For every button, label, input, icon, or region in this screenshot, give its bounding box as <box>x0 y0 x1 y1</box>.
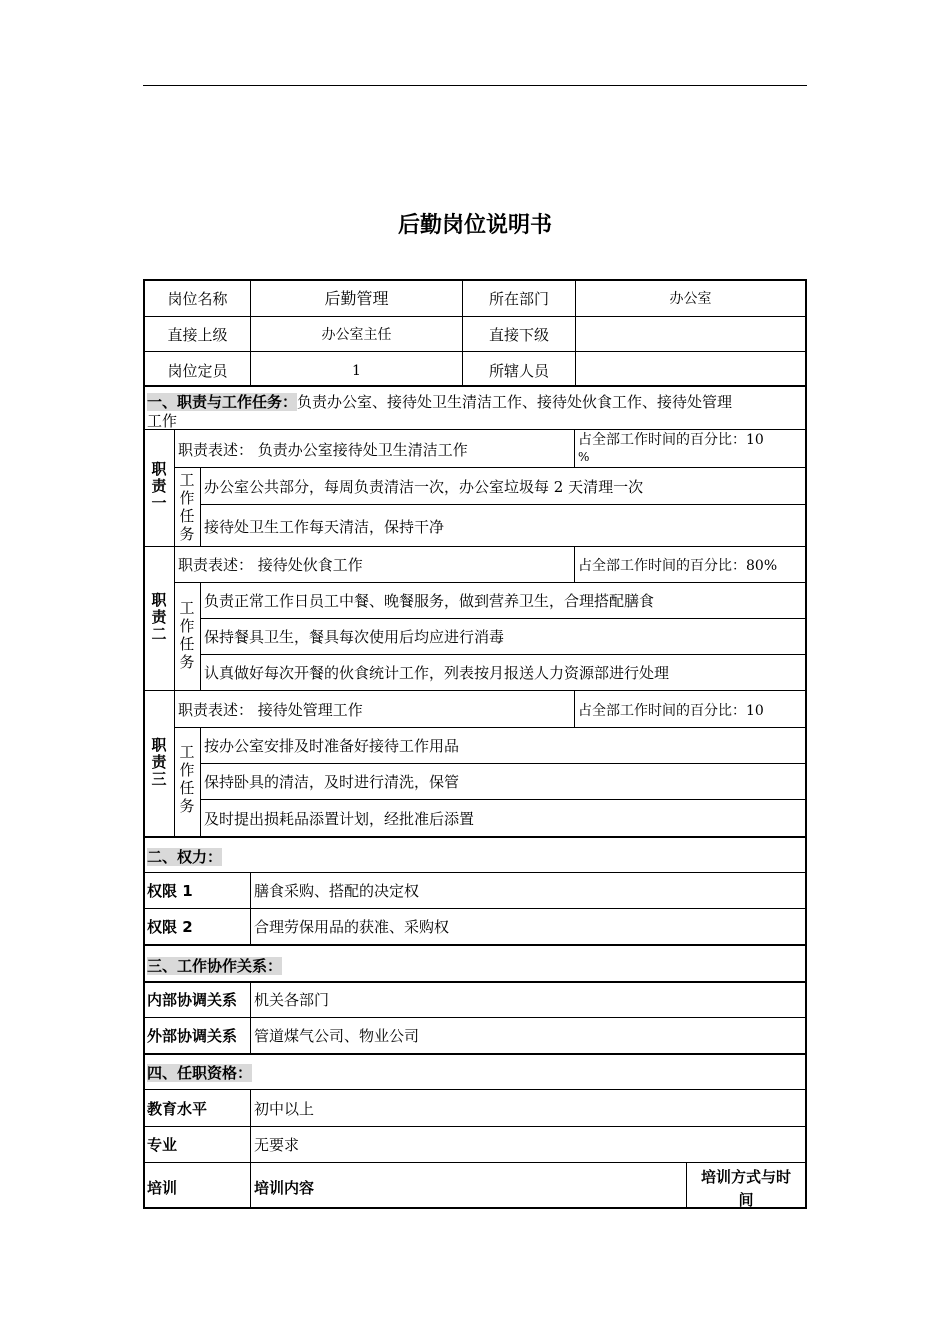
section2-heading: 二、权力： <box>147 848 223 866</box>
job-description-table <box>143 279 807 1209</box>
duty3-task-label: 工作任务 <box>179 743 195 815</box>
duty1-desc: 职责表述： 负责办公室接待处卫生清洁工作 <box>178 441 468 459</box>
duty2-task-1: 负责正常工作日员工中餐、晚餐服务，做到营养卫生，合理搭配膳食 <box>204 592 655 610</box>
duty2-desc: 职责表述： 接待处伙食工作 <box>178 556 363 574</box>
duty2-label: 职责二 <box>151 591 167 643</box>
duty1-pct-cont: % <box>578 450 590 464</box>
page-title: 后勤岗位说明书 <box>397 213 552 238</box>
duty1-task-2: 接待处卫生工作每天清洁，保持干净 <box>204 518 445 536</box>
section1-summary: 负责办公室、接待处卫生清洁工作、接待处伙食工作、接待处管理 <box>297 393 733 411</box>
duty3-label: 职责三 <box>151 736 167 788</box>
duty1-label: 职责一 <box>151 460 167 512</box>
authority2-label: 权限 2 <box>147 918 193 936</box>
major-label: 专业 <box>147 1136 178 1154</box>
external-relation-label: 外部协调关系 <box>147 1027 238 1045</box>
section4-heading-line <box>147 1063 252 1083</box>
training-method-header-cont: 间 <box>738 1191 754 1209</box>
section1-heading: 一、职责与工作任务： <box>147 393 298 411</box>
major-value: 无要求 <box>254 1136 300 1154</box>
authority1-label: 权限 1 <box>147 882 193 900</box>
duty3-task-2: 保持卧具的清洁，及时进行清洗，保管 <box>204 773 460 791</box>
section4-heading: 四、任职资格： <box>147 1064 253 1082</box>
internal-relation-value: 机关各部门 <box>254 991 330 1009</box>
duty1-task-label: 工作任务 <box>179 471 195 543</box>
external-relation-value: 管道煤气公司、物业公司 <box>254 1027 420 1045</box>
headcount-label: 岗位定员 <box>167 362 228 380</box>
duty3-pct: 占全部工作时间的百分比：10 <box>578 703 764 719</box>
duty2-task-3: 认真做好每次开餐的伙食统计工作，列表按月报送人力资源部进行处理 <box>204 664 670 682</box>
duty2-pct: 占全部工作时间的百分比：80% <box>578 558 778 574</box>
position-name: 后勤管理 <box>324 289 389 308</box>
section2-heading-line <box>147 847 222 867</box>
training-content-header: 培训内容 <box>254 1179 315 1197</box>
education-label: 教育水平 <box>147 1100 208 1118</box>
internal-relation-label: 内部协调关系 <box>147 991 238 1009</box>
duty1-task-1: 办公室公共部分，每周负责清洁一次，办公室垃圾每 2 天清理一次 <box>204 478 644 496</box>
superior-label: 直接上级 <box>167 326 228 344</box>
training-method-header: 培训方式与时 <box>700 1168 791 1186</box>
superior-value: 办公室主任 <box>321 327 392 343</box>
training-label: 培训 <box>147 1179 178 1197</box>
duty1-pct: 占全部工作时间的百分比：10 <box>578 432 764 448</box>
section1-summary-line2: 工作 <box>147 412 178 430</box>
section3-heading-line <box>147 956 282 976</box>
authority2-value: 合理劳保用品的获准、采购权 <box>254 918 450 936</box>
education-value: 初中以上 <box>254 1100 315 1118</box>
duty3-task-1: 按办公室安排及时准备好接待工作用品 <box>204 737 460 755</box>
header-rule <box>143 85 807 86</box>
managed-label: 所辖人员 <box>488 362 549 380</box>
duty3-task-3: 及时提出损耗品添置计划，经批准后添置 <box>204 810 475 828</box>
duty2-task-2: 保持餐具卫生，餐具每次使用后均应进行消毒 <box>204 628 505 646</box>
section1-heading-line <box>147 392 732 412</box>
dept-value: 办公室 <box>669 291 712 307</box>
dept-label: 所在部门 <box>488 290 549 308</box>
duty2-task-label: 工作任务 <box>179 599 195 671</box>
position-name-label: 岗位名称 <box>167 290 228 308</box>
section3-heading: 三、工作协作关系： <box>147 957 283 975</box>
authority1-value: 膳食采购、搭配的决定权 <box>254 882 420 900</box>
headcount-value: 1 <box>352 363 361 379</box>
duty3-desc: 职责表述： 接待处管理工作 <box>178 701 363 719</box>
subordinate-label: 直接下级 <box>488 326 549 344</box>
